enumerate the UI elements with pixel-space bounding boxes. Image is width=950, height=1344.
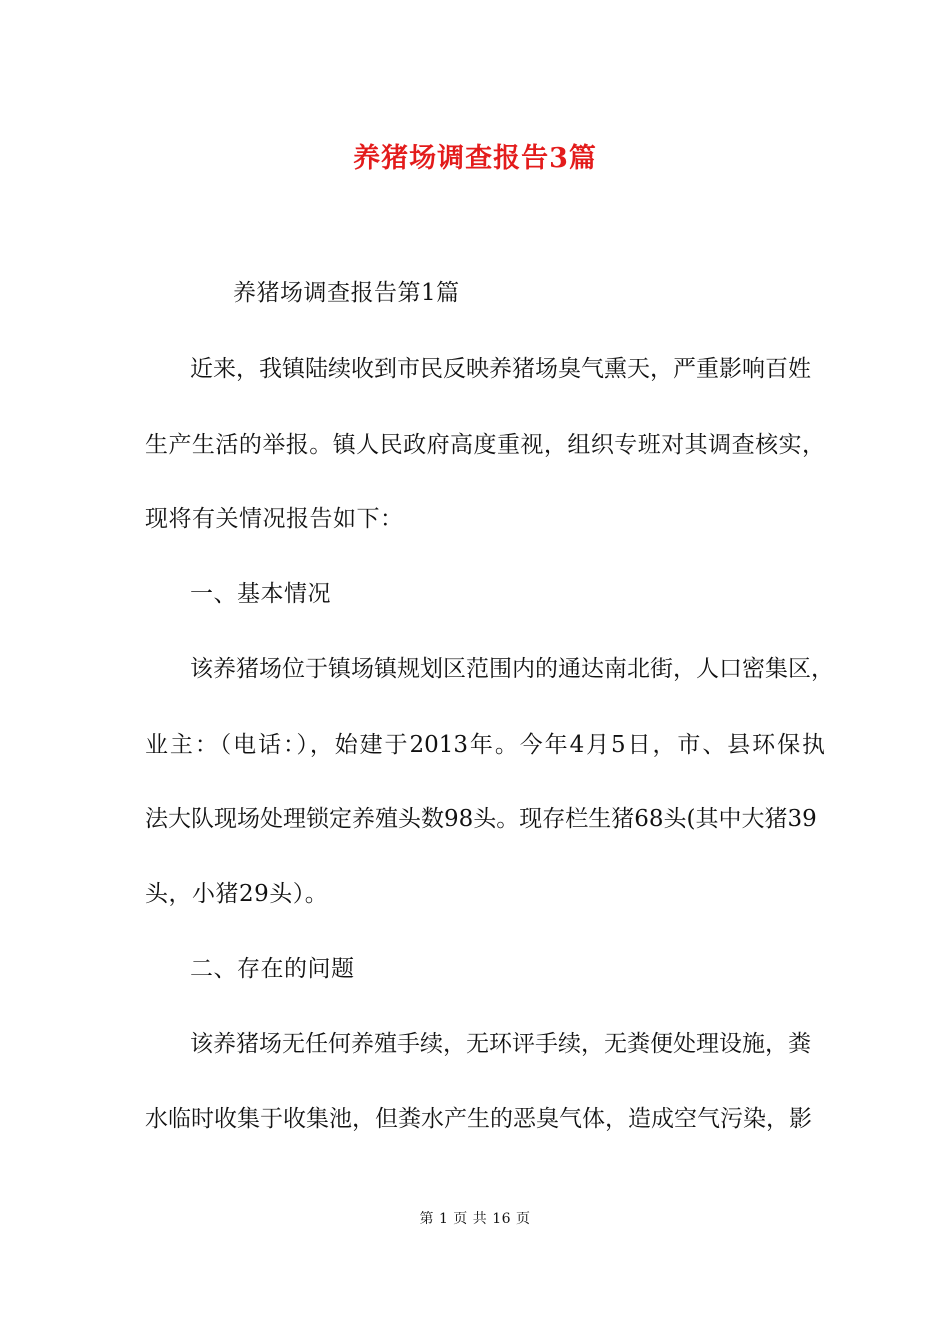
- paragraph-1-line-2: 生产生活的举报。镇人民政府高度重视，组织专班对其调查核实，: [145, 432, 825, 458]
- paragraph-2-line-3: 法大队现场处理锁定养殖头数98头。现存栏生猪68头(其中大猪39: [145, 806, 817, 832]
- paragraph-3-line-2: 水临时收集于收集池，但粪水产生的恶臭气体，造成空气污染，影: [145, 1106, 812, 1132]
- paragraph-1-line-3: 现将有关情况报告如下：: [145, 506, 404, 532]
- document-title: 养猪场调查报告3篇: [353, 143, 597, 174]
- paragraph-2-line-1: 该养猪场位于镇场镇规划区范围内的通达南北街，人口密集区，: [190, 656, 834, 682]
- paragraph-1-line-1: 近来，我镇陆续收到市民反映养猪场臭气熏天，严重影响百姓: [190, 356, 811, 382]
- paragraph-2-line-2: 业主：（电话：），始建于2013年。今年4月5日，市、县环保执: [145, 732, 825, 758]
- report-subtitle: 养猪场调查报告第1篇: [233, 280, 460, 306]
- page-footer: 第 1 页 共 16 页: [419, 1211, 531, 1227]
- paragraph-2-line-4: 头，小猪29头）。: [145, 881, 329, 907]
- section-2-heading: 二、存在的问题: [190, 956, 355, 982]
- paragraph-3-line-1: 该养猪场无任何养殖手续，无环评手续，无粪便处理设施，粪: [190, 1031, 811, 1057]
- section-1-heading: 一、基本情况: [190, 581, 331, 607]
